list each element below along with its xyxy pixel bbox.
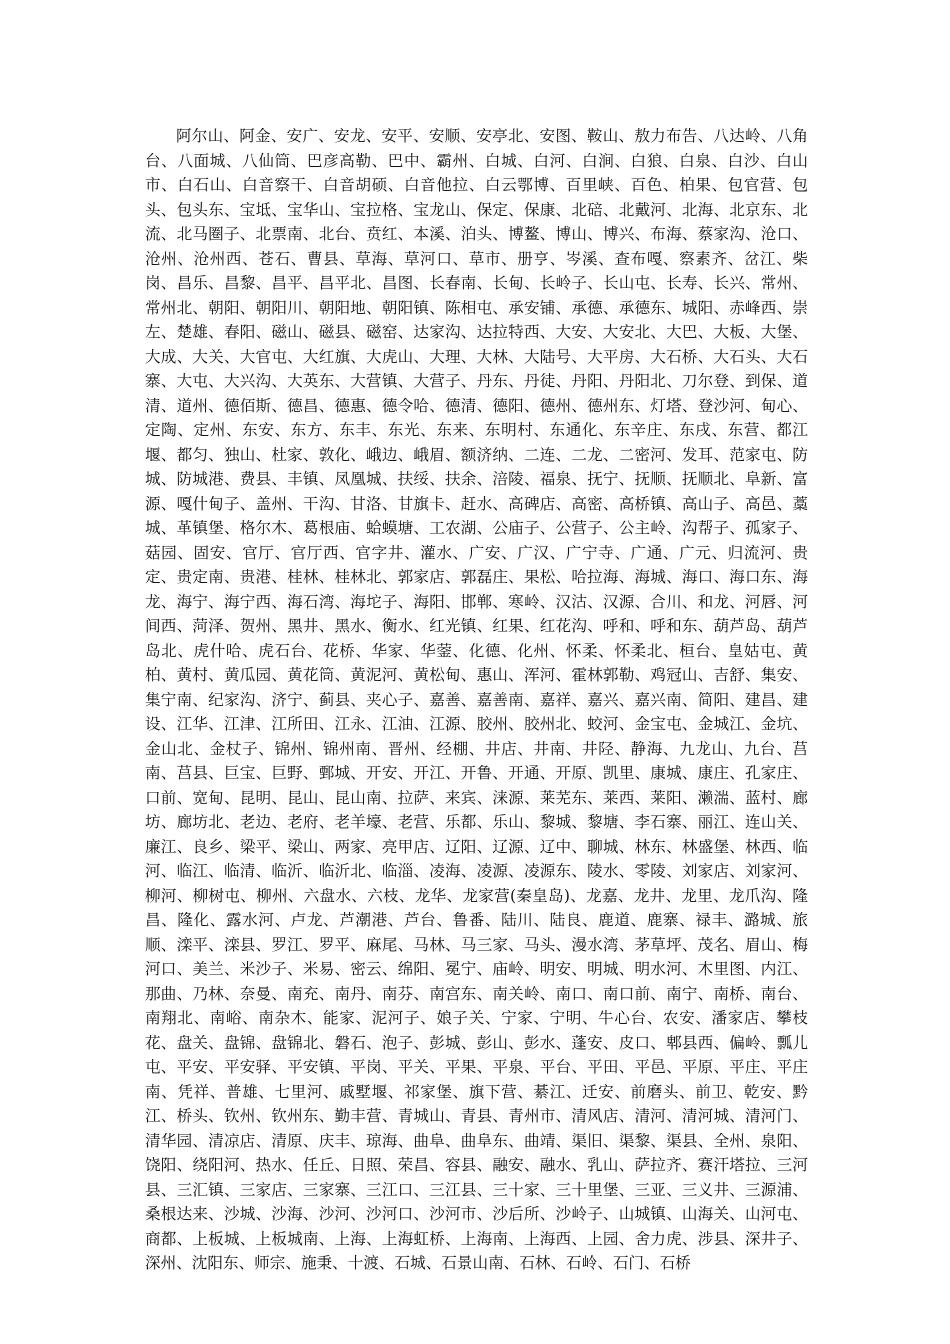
station-list-paragraph: 阿尔山、阿金、安广、安龙、安平、安顺、安亭北、安图、鞍山、敖力布告、八达岭、八角台、八面城、八仙筒、巴彦高勒、巴中、霸州、白城、白河、白涧、白狼、白泉、白沙、白山市、白石山、白音察干、白音胡硕、白音他拉、白云鄂博、百里峡、百色、柏果、包官营、包头、包头东、宝坻、宝华山、宝拉格、宝龙山、保定、保康、北碚、北戴河、北海、北京东、北流、北马圈子、北票南、北台、贲红、本溪、泊头、博鳌、博山、博兴、布海、蔡家沟、沧口、沧州、沧州西、苍石、曹县、草海、草河口、草市、册亨、岑溪、查布嘎、察素齐、岔江、柴岗、昌乐、昌黎、昌平、昌平北、昌图、长春南、长甸、长岭子、长山屯、长寿、长兴、常州、常州北、朝阳、朝阳川、朝阳地、朝阳镇、陈相屯、承安铺、承德、承德东、城阳、赤峰西、崇左、楚雄、春阳、磁山、磁县、磁窑、达家沟、达拉特西、大安、大安北、大巴、大板、大堡、大成、大关、大官屯、大红旗、大虎山、大理、大林、大陆号、大平房、大石桥、大石头、大石寨、大屯、大兴沟、大英东、大营镇、大营子、丹东、丹徒、丹阳、丹阳北、刀尔登、到保、道清、道州、德佰斯、德昌、德惠、德令哈、德清、德阳、德州、德州东、灯塔、登沙河、甸心、定陶、定州、东安、东方、东丰、东光、东来、东明村、东通化、东辛庄、东戌、东营、都江堰、都匀、独山、杜家、敦化、峨边、峨眉、额济纳、二连、二龙、二密河、发耳、范家屯、防城、防城港、费县、丰镇、凤凰城、扶绥、扶余、涪陵、福泉、抚宁、抚顺、抚顺北、阜新、富源、嘎什甸子、盖州、干沟、甘洛、甘旗卡、赶水、高碑店、高密、高桥镇、高山子、高邑、藁城、革镇堡、格尔木、葛根庙、蛤蟆塘、工农湖、公庙子、公营子、公主岭、沟帮子、孤家子、菇园、固安、官厅、官厅西、官字井、灌水、广安、广汉、广宁寺、广通、广元、归流河、贵定、贵定南、贵港、桂林、桂林北、郭家店、郭磊庄、果松、哈拉海、海城、海口、海口东、海龙、海宁、海宁西、海石湾、海坨子、海阳、邯郸、寒岭、汉沽、汉源、合川、和龙、河唇、河间西、菏泽、贺州、黑井、黑水、衡水、红光镇、红果、红花沟、呼和、呼和东、葫芦岛、葫芦岛北、虎什哈、虎石台、花桥、华家、华蓥、化德、化州、怀柔、怀柔北、桓台、皇姑屯、黄柏、黄村、黄瓜园、黄花筒、黄泥河、黄松甸、惠山、浑河、霍林郭勒、鸡冠山、吉舒、集安、集宁南、纪家沟、济宁、蓟县、夹心子、嘉善、嘉善南、嘉祥、嘉兴、嘉兴南、简阳、建昌、建设、江华、江津、江所田、江永、江油、江源、胶州、胶州北、蛟河、金宝屯、金城江、金坑、金山北、金杖子、锦州、锦州南、晋州、经棚、井店、井南、井陉、静海、九龙山、九台、莒南、莒县、巨宝、巨野、鄄城、开安、开江、开鲁、开通、开原、凯里、康城、康庄、孔家庄、口前、宽甸、昆明、昆山、昆山南、拉萨、来宾、涞源、莱芜东、莱西、莱阳、濑湍、蓝村、廊坊、廊坊北、老边、老府、老羊壕、老营、乐都、乐山、黎城、黎塘、李石寨、丽江、连山关、廉江、良乡、梁平、梁山、两家、亮甲店、辽阳、辽源、辽中、聊城、林东、林盛堡、林西、临河、临江、临清、临沂、临沂北、临淄、凌海、凌源、凌源东、陵水、零陵、刘家店、刘家河、柳河、柳树屯、柳州、六盘水、六枝、龙华、龙家营(秦皇岛)、龙嘉、龙井、龙里、龙爪沟、隆昌、隆化、露水河、卢龙、芦潮港、芦台、鲁番、陆川、陆良、鹿道、鹿寨、禄丰、潞城、旅顺、滦平、滦县、罗江、罗平、麻尾、马林、马三家、马头、漫水湾、茅草坪、茂名、眉山、梅河口、美兰、米沙子、米易、密云、绵阳、冕宁、庙岭、明安、明城、明水河、木里图、内江、那曲、乃林、奈曼、南充、南丹、南芬、南宫东、南关岭、南口、南口前、南宁、南桥、南台、南翔北、南峪、南杂木、能家、泥河子、娘子关、宁家、宁明、牛心台、农安、潘家店、攀枝花、盘关、盘锦、盘锦北、磐石、泡子、彭城、彭山、彭水、蓬安、皮口、郫县西、偏岭、瓢儿屯、平安、平安驿、平安镇、平岗、平关、平果、平泉、平台、平田、平邑、平原、平庄、平庄南、凭祥、普雄、七里河、戚墅堰、祁家堡、旗下营、綦江、迁安、前磨头、前卫、乾安、黔江、桥头、钦州、钦州东、勤丰营、青城山、青县、青州市、清风店、清河、清河城、清河门、清华园、清凉店、清原、庆丰、琼海、曲阜、曲阜东、曲靖、渠旧、渠黎、渠县、全州、泉阳、饶阳、绕阳河、热水、任丘、日照、荣昌、容县、融安、融水、乳山、萨拉齐、赛汗塔拉、三河县、三汇镇、三家店、三家寨、三江口、三江县、三十家、三十里堡、三亚、三义井、三源浦、桑根达来、沙城、沙海、沙河、沙河口、沙河市、沙后所、沙岭子、山城镇、山海关、山河屯、商都、上板城、上板城南、上海、上海虹桥、上海南、上海西、上园、舍力虎、涉县、深井子、深州、沈阳东、师宗、施秉、十渡、石城、石景山南、石林、石岭、石门、石桥 (145, 127, 808, 1272)
